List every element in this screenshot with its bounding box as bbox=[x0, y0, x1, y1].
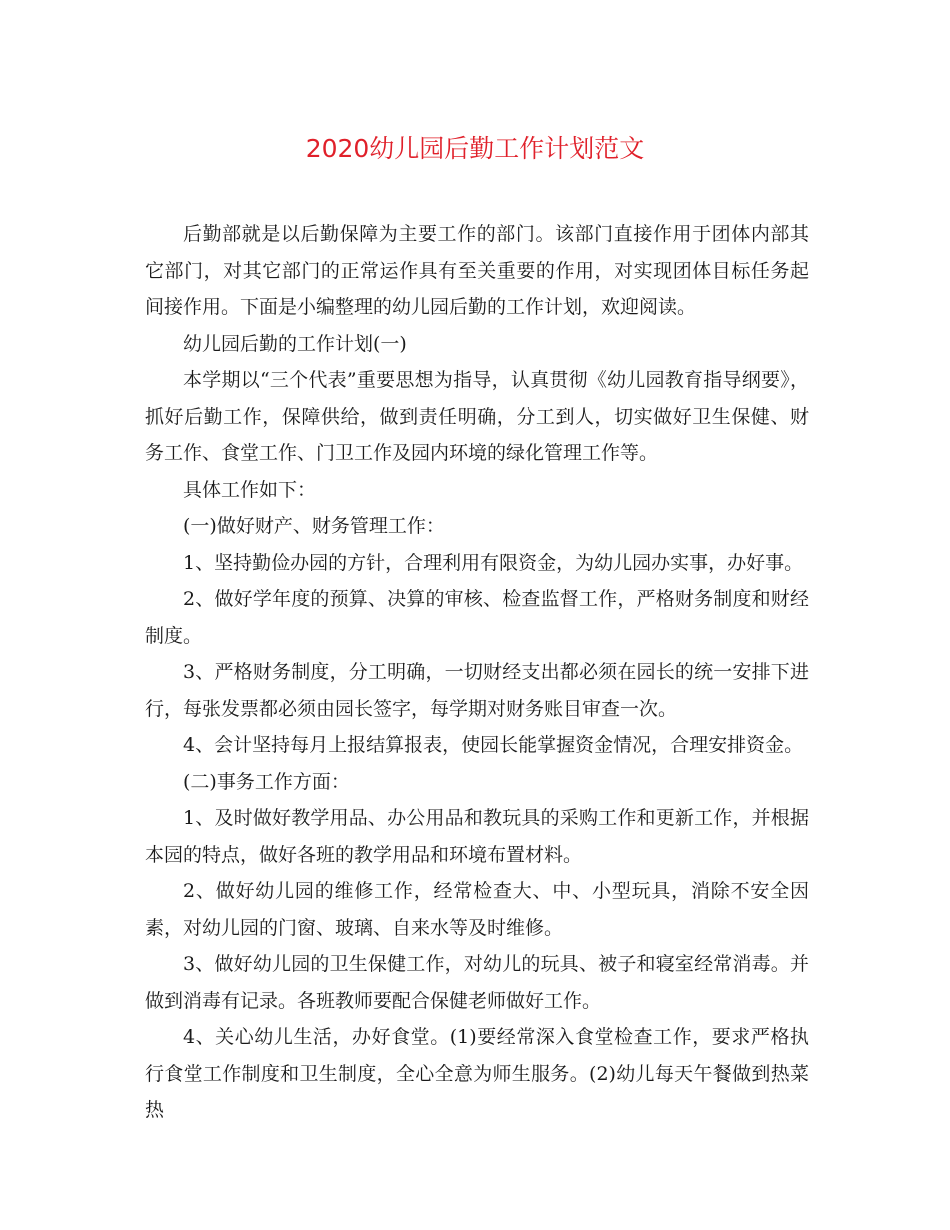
paragraph-details-heading: 具体工作如下： bbox=[183, 478, 317, 501]
list-item-finance-1: 1、坚持勤俭办园的方针，合理利用有限资金，为幼儿园办实事，办好事。 bbox=[183, 551, 804, 574]
document-body bbox=[145, 216, 809, 1129]
list-item-affairs-4: 4、关心幼儿生活，办好食堂。(1)要经常深入食堂检查工作，要求严格执行食堂工作制度和卫生制度，全心全意为师生服务。(2)幼儿每天午餐做到热菜热 bbox=[145, 1026, 809, 1121]
paragraph-plan-heading: 幼儿园后勤的工作计划(一) bbox=[183, 332, 407, 355]
list-item-affairs-3: 3、做好幼儿园的卫生保健工作，对幼儿的玩具、被子和寝室经常消毒。并做到消毒有记录。各班教师要配合保健老师做好工作。 bbox=[145, 953, 809, 1012]
paragraph-intro: 后勤部就是以后勤保障为主要工作的部门。该部门直接作用于团体内部其它部门，对其它部门的正常运作具有至关重要的作用，对实现团体目标任务起间接作用。下面是小编整理的幼儿园后勤的工作计划，欢迎阅读。 bbox=[145, 223, 809, 318]
list-item-finance-2: 2、做好学年度的预算、决算的审核、检查监督工作，严格财务制度和财经制度。 bbox=[145, 588, 809, 647]
list-item-affairs-2: 2、做好幼儿园的维修工作，经常检查大、中、小型玩具，消除不安全因素，对幼儿园的门窗、玻璃、自来水等及时维修。 bbox=[145, 880, 809, 939]
list-item-affairs-1: 1、及时做好教学用品、办公用品和教玩具的采购工作和更新工作，并根据本园的特点，做好各班的教学用品和环境布置材料。 bbox=[145, 807, 809, 866]
list-item-finance-4: 4、会计坚持每月上报结算报表，使园长能掌握资金情况，合理安排资金。 bbox=[183, 734, 804, 756]
document-title: 2020幼儿园后勤工作计划范文 bbox=[305, 134, 645, 163]
section-heading-affairs: (二)事务工作方面： bbox=[183, 770, 350, 793]
list-item-finance-3: 3、严格财务制度，分工明确，一切财经支出都必须在园长的统一安排下进行，每张发票都必须由园长签字，每学期对财务账目审查一次。 bbox=[145, 661, 809, 720]
section-heading-finance: (一)做好财产、财务管理工作： bbox=[183, 515, 445, 537]
paragraph-guiding-idea: 本学期以“三个代表”重要思想为指导，认真贯彻《幼儿园教育指导纲要》，抓好后勤工作，保障供给，做到责任明确，分工到人，切实做好卫生保健、财务工作、食堂工作、门卫工作及园内环境的绿化管理工作等。 bbox=[145, 369, 809, 464]
